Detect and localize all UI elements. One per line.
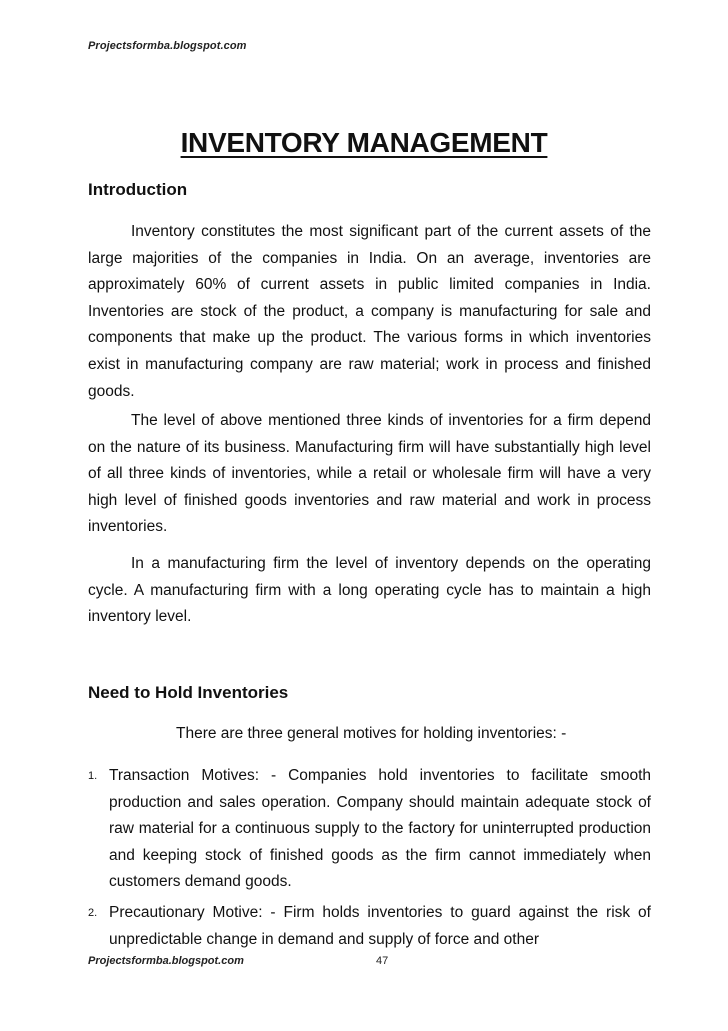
- list-item-text: Precautionary Motive: - Firm holds inventories to guard against the risk of unpredictable change in demand and supply of force and other: [109, 904, 651, 948]
- introduction-heading: Introduction: [88, 180, 188, 199]
- need-heading: Need to Hold Inventories: [88, 683, 289, 702]
- motives-intro: There are three general motives for holding inventories: -: [176, 725, 567, 742]
- page-footer: Projectsformba.blogspot.com: [88, 955, 244, 967]
- list-item: [88, 900, 651, 953]
- intro-paragraph-3: In a manufacturing firm the level of inventory depends on the operating cycle. A manufacturing firm with a long operating cycle has to maintain a high inventory level.: [88, 555, 651, 626]
- intro-paragraph-1: Inventory constitutes the most significant part of the current assets of the large majorities of the companies in India. On an average, inventories are approximately 60% of current assets in public limited companies in India. Inventories are stock of the product, a company is manufacturing for sale and components that make up the product. The various forms in which inventories exist in manufacturing company are raw material; work in process and finished goods.: [88, 223, 651, 400]
- page-header: Projectsformba.blogspot.com: [88, 40, 247, 52]
- list-item-text: Transaction Motives: - Companies hold inventories to facilitate smooth production and sales operation. Company should maintain adequate stock of raw material for a continuous supply to the factory for uninterrupted production and keeping stock of finished goods as the firm cannot immediately when customers demand goods.: [109, 767, 651, 891]
- intro-paragraph-2: The level of above mentioned three kinds of inventories for a firm depend on the nature of its business. Manufacturing firm will have substantially high level of all three kinds of inventories, while a retail or wholesale firm will have a very high level of finished goods inventories and raw material and work in process inventories.: [88, 412, 651, 536]
- page-number: 47: [376, 955, 389, 967]
- list-number: 2.: [88, 907, 98, 919]
- list-number: 1.: [88, 770, 98, 782]
- list-item: [88, 763, 651, 896]
- page-title: INVENTORY MANAGEMENT: [180, 127, 548, 158]
